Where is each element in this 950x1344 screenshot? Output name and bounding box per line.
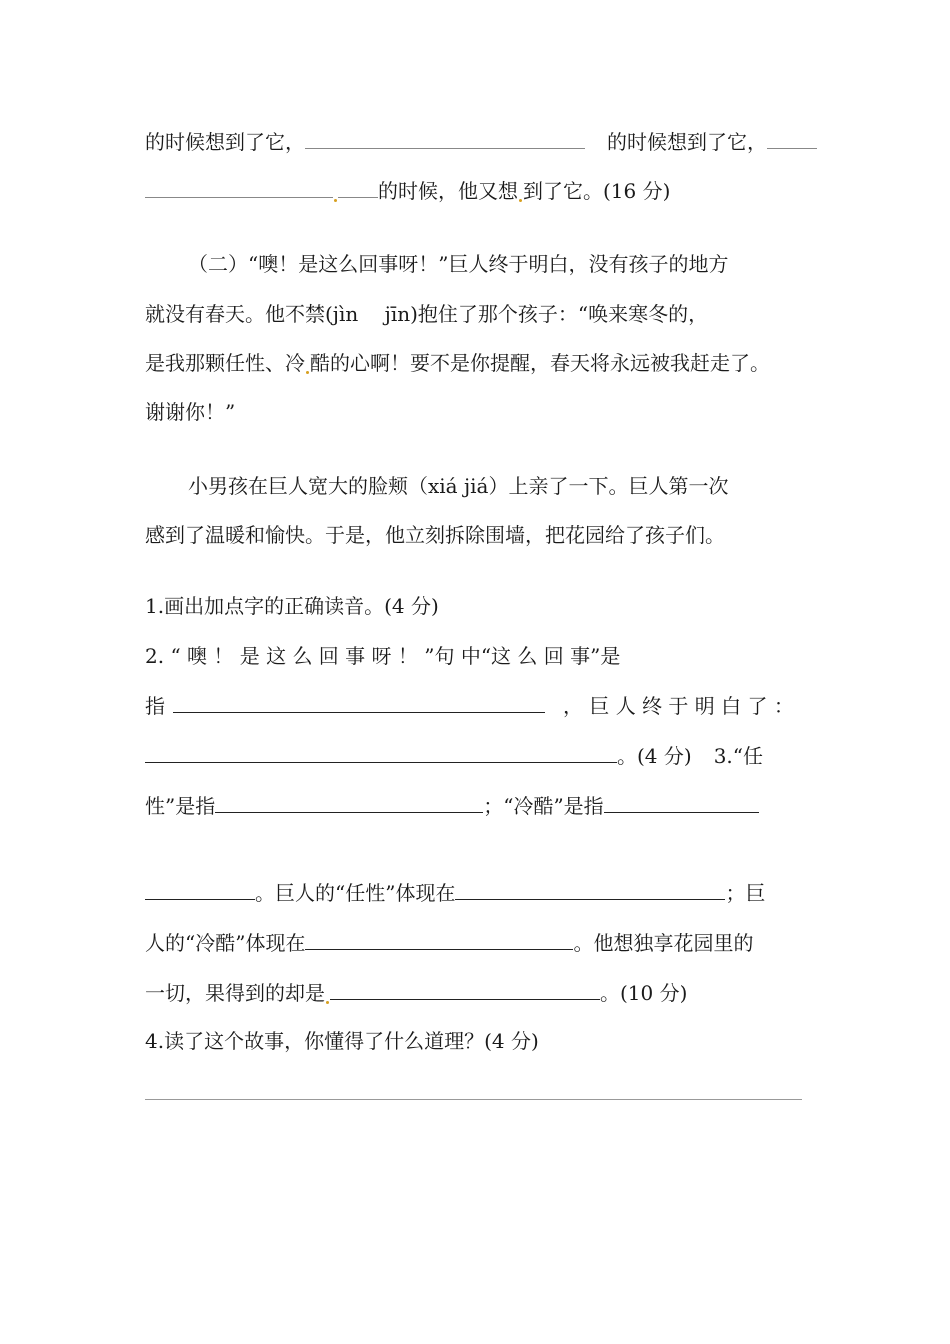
text: 酷的心啊！要不是你提醒，春天将永远被我赶走了。 (310, 351, 770, 375)
answer-blank[interactable] (338, 179, 378, 198)
answer-blank[interactable] (330, 981, 600, 1000)
passage-para1-line1: （二）“噢！是这么回事呀！”巨人终于明白，没有孩子的地方 (188, 252, 729, 276)
text: 。他想独享花园里的 (573, 931, 754, 955)
answer-blank[interactable] (215, 794, 483, 813)
question-3-line4 (145, 979, 687, 1007)
text: 的时候想到了它， (145, 130, 305, 154)
answer-blank[interactable] (145, 881, 255, 900)
answer-blank[interactable] (145, 744, 617, 763)
question-3-line3 (145, 929, 753, 957)
passage-para1-line4: 谢谢你！” (145, 400, 236, 424)
text: 。(4 分) (617, 744, 692, 768)
text: 指 (145, 694, 165, 718)
question-2-line1: 2. “ 噢 ！ 是 这 么 回 事 呀 ！ ”句 中“这 么 回 事”是 (145, 644, 621, 668)
passage-para1-line3 (145, 349, 770, 377)
text: ， 巨 人 终 于 明 白 了 ： (563, 694, 794, 718)
passage-para2-line2: 感到了温暖和愉快。于是，他立刻拆除围墙，把花园给了孩子们。 (145, 523, 725, 547)
text: 3.“任 (713, 744, 763, 768)
text: 。巨人的“任性”体现在 (255, 881, 456, 905)
question-1: 1.画出加点字的正确读音。(4 分) (145, 594, 439, 618)
question-4: 4.读了这个故事，你懂得了什么道理？(4 分) (145, 1029, 539, 1053)
passage-para1-line2: 就没有春天。他不禁(jìn jīn)抱住了那个孩子：“唤来寒冬的， (145, 302, 709, 326)
text: 。(10 分) (600, 981, 688, 1005)
text: 性”是指 (145, 794, 216, 818)
question-3-line1 (145, 792, 759, 820)
emphasis-dot (326, 1001, 329, 1004)
answer-blank[interactable] (305, 130, 585, 149)
text: 的时候想到了它， (607, 130, 767, 154)
answer-blank[interactable] (455, 881, 725, 900)
text: 人的“冷酷”体现在 (145, 931, 306, 955)
part1-line1 (145, 128, 817, 156)
part1-line2 (145, 177, 670, 205)
text: 到了它。(16 分) (523, 179, 671, 203)
text: ；巨 (725, 881, 766, 905)
question-2-line2 (145, 692, 794, 720)
text: 是我那颗任性、冷 (145, 351, 305, 375)
question-3-line2 (145, 879, 765, 907)
text: 的时候，他又想 (378, 179, 518, 203)
answer-blank[interactable] (604, 794, 759, 813)
answer-line[interactable] (145, 1099, 802, 1100)
text: ；“冷酷”是指 (483, 794, 604, 818)
answer-blank[interactable] (173, 694, 545, 713)
emphasis-dot (334, 199, 337, 202)
emphasis-dot (306, 371, 309, 374)
emphasis-dot (519, 199, 522, 202)
text: 一切，果得到的却是 (145, 981, 325, 1005)
answer-blank[interactable] (145, 179, 333, 198)
answer-blank[interactable] (767, 130, 817, 149)
answer-blank[interactable] (305, 931, 573, 950)
passage-para2-line1: 小男孩在巨人宽大的脸颊（xiá jiá）上亲了一下。巨人第一次 (188, 474, 729, 498)
question-2-line3 (145, 742, 763, 770)
